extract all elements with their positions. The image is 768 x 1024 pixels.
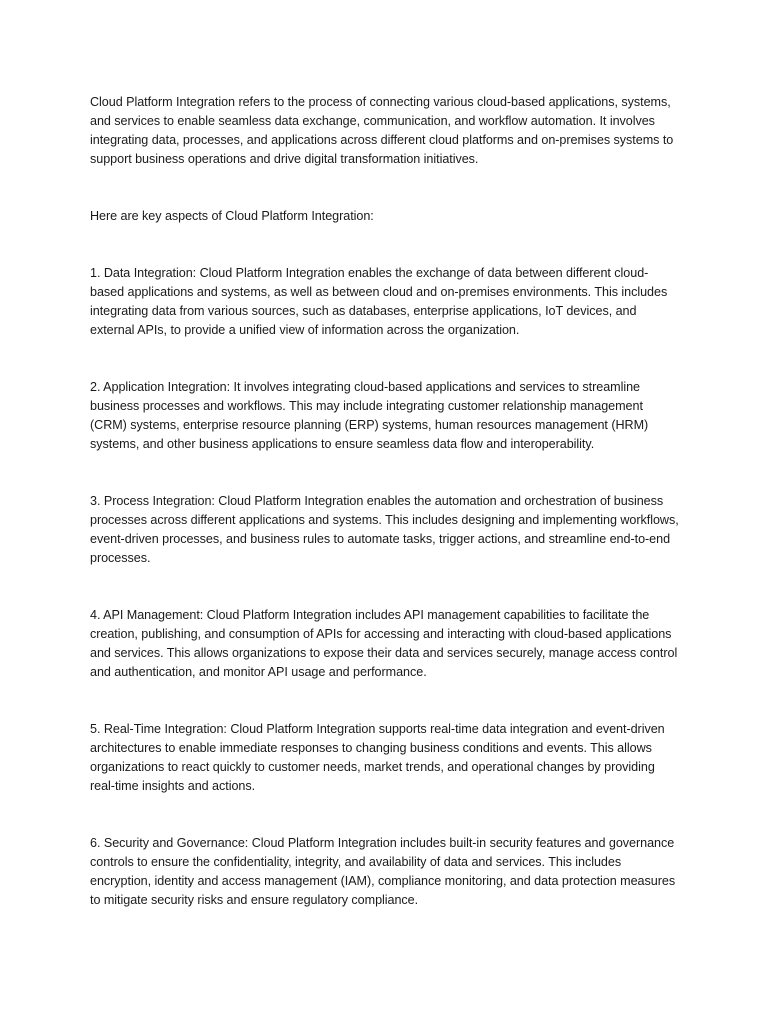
intro-paragraph: Cloud Platform Integration refers to the process of connecting various cloud-based applications, systems, and services to enable seamless data exchange, communication, and workflow automation. It involves integrating data, processes, and applications across different cloud platforms and on-premises systems to support business operations and drive digital transformation initiatives. [90,95,674,166]
lead-in-paragraph: Here are key aspects of Cloud Platform Integration: [90,209,374,223]
list-item-api-management: 4. API Management: Cloud Platform Integration includes API management capabilities to facilitate the creation, publishing, and consumption of APIs for accessing and interacting with cloud-based applications and services. This allows organizations to expose their data and services securely, manage access control and authentication, and monitor API usage and performance. [90,608,678,679]
list-item-application-integration: 2. Application Integration: It involves integrating cloud-based applications and services to streamline business processes and workflows. This may include integrating customer relationship management (CRM) systems, enterprise resource planning (ERP) systems, human resources management (HRM) systems, and other business applications to ensure seamless data flow and interoperability. [90,380,649,451]
list-item-data-integration: 1. Data Integration: Cloud Platform Integration enables the exchange of data between different cloud-based applications and systems, as well as between cloud and on-premises environments. This includes integrating data from various sources, such as databases, enterprise applications, IoT devices, and external APIs, to provide a unified view of information across the organization. [90,266,668,337]
list-item-process-integration: 3. Process Integration: Cloud Platform Integration enables the automation and orchestration of business processes across different applications and systems. This includes designing and implementing workflows, event-driven processes, and business rules to automate tasks, trigger actions, and streamline end-to-end processes. [90,494,679,565]
list-item-real-time-integration: 5. Real-Time Integration: Cloud Platform Integration supports real-time data integration and event-driven architectures to enable immediate responses to changing business conditions and events. This allows organizations to react quickly to customer needs, market trends, and operational changes by providing real-time insights and actions. [90,722,665,793]
document-body [90,93,682,910]
list-item-security-governance: 6. Security and Governance: Cloud Platform Integration includes built-in security features and governance controls to ensure the confidentiality, integrity, and availability of data and services. This includes encryption, identity and access management (IAM), compliance monitoring, and data protection measures to mitigate security risks and ensure regulatory compliance. [90,836,676,907]
